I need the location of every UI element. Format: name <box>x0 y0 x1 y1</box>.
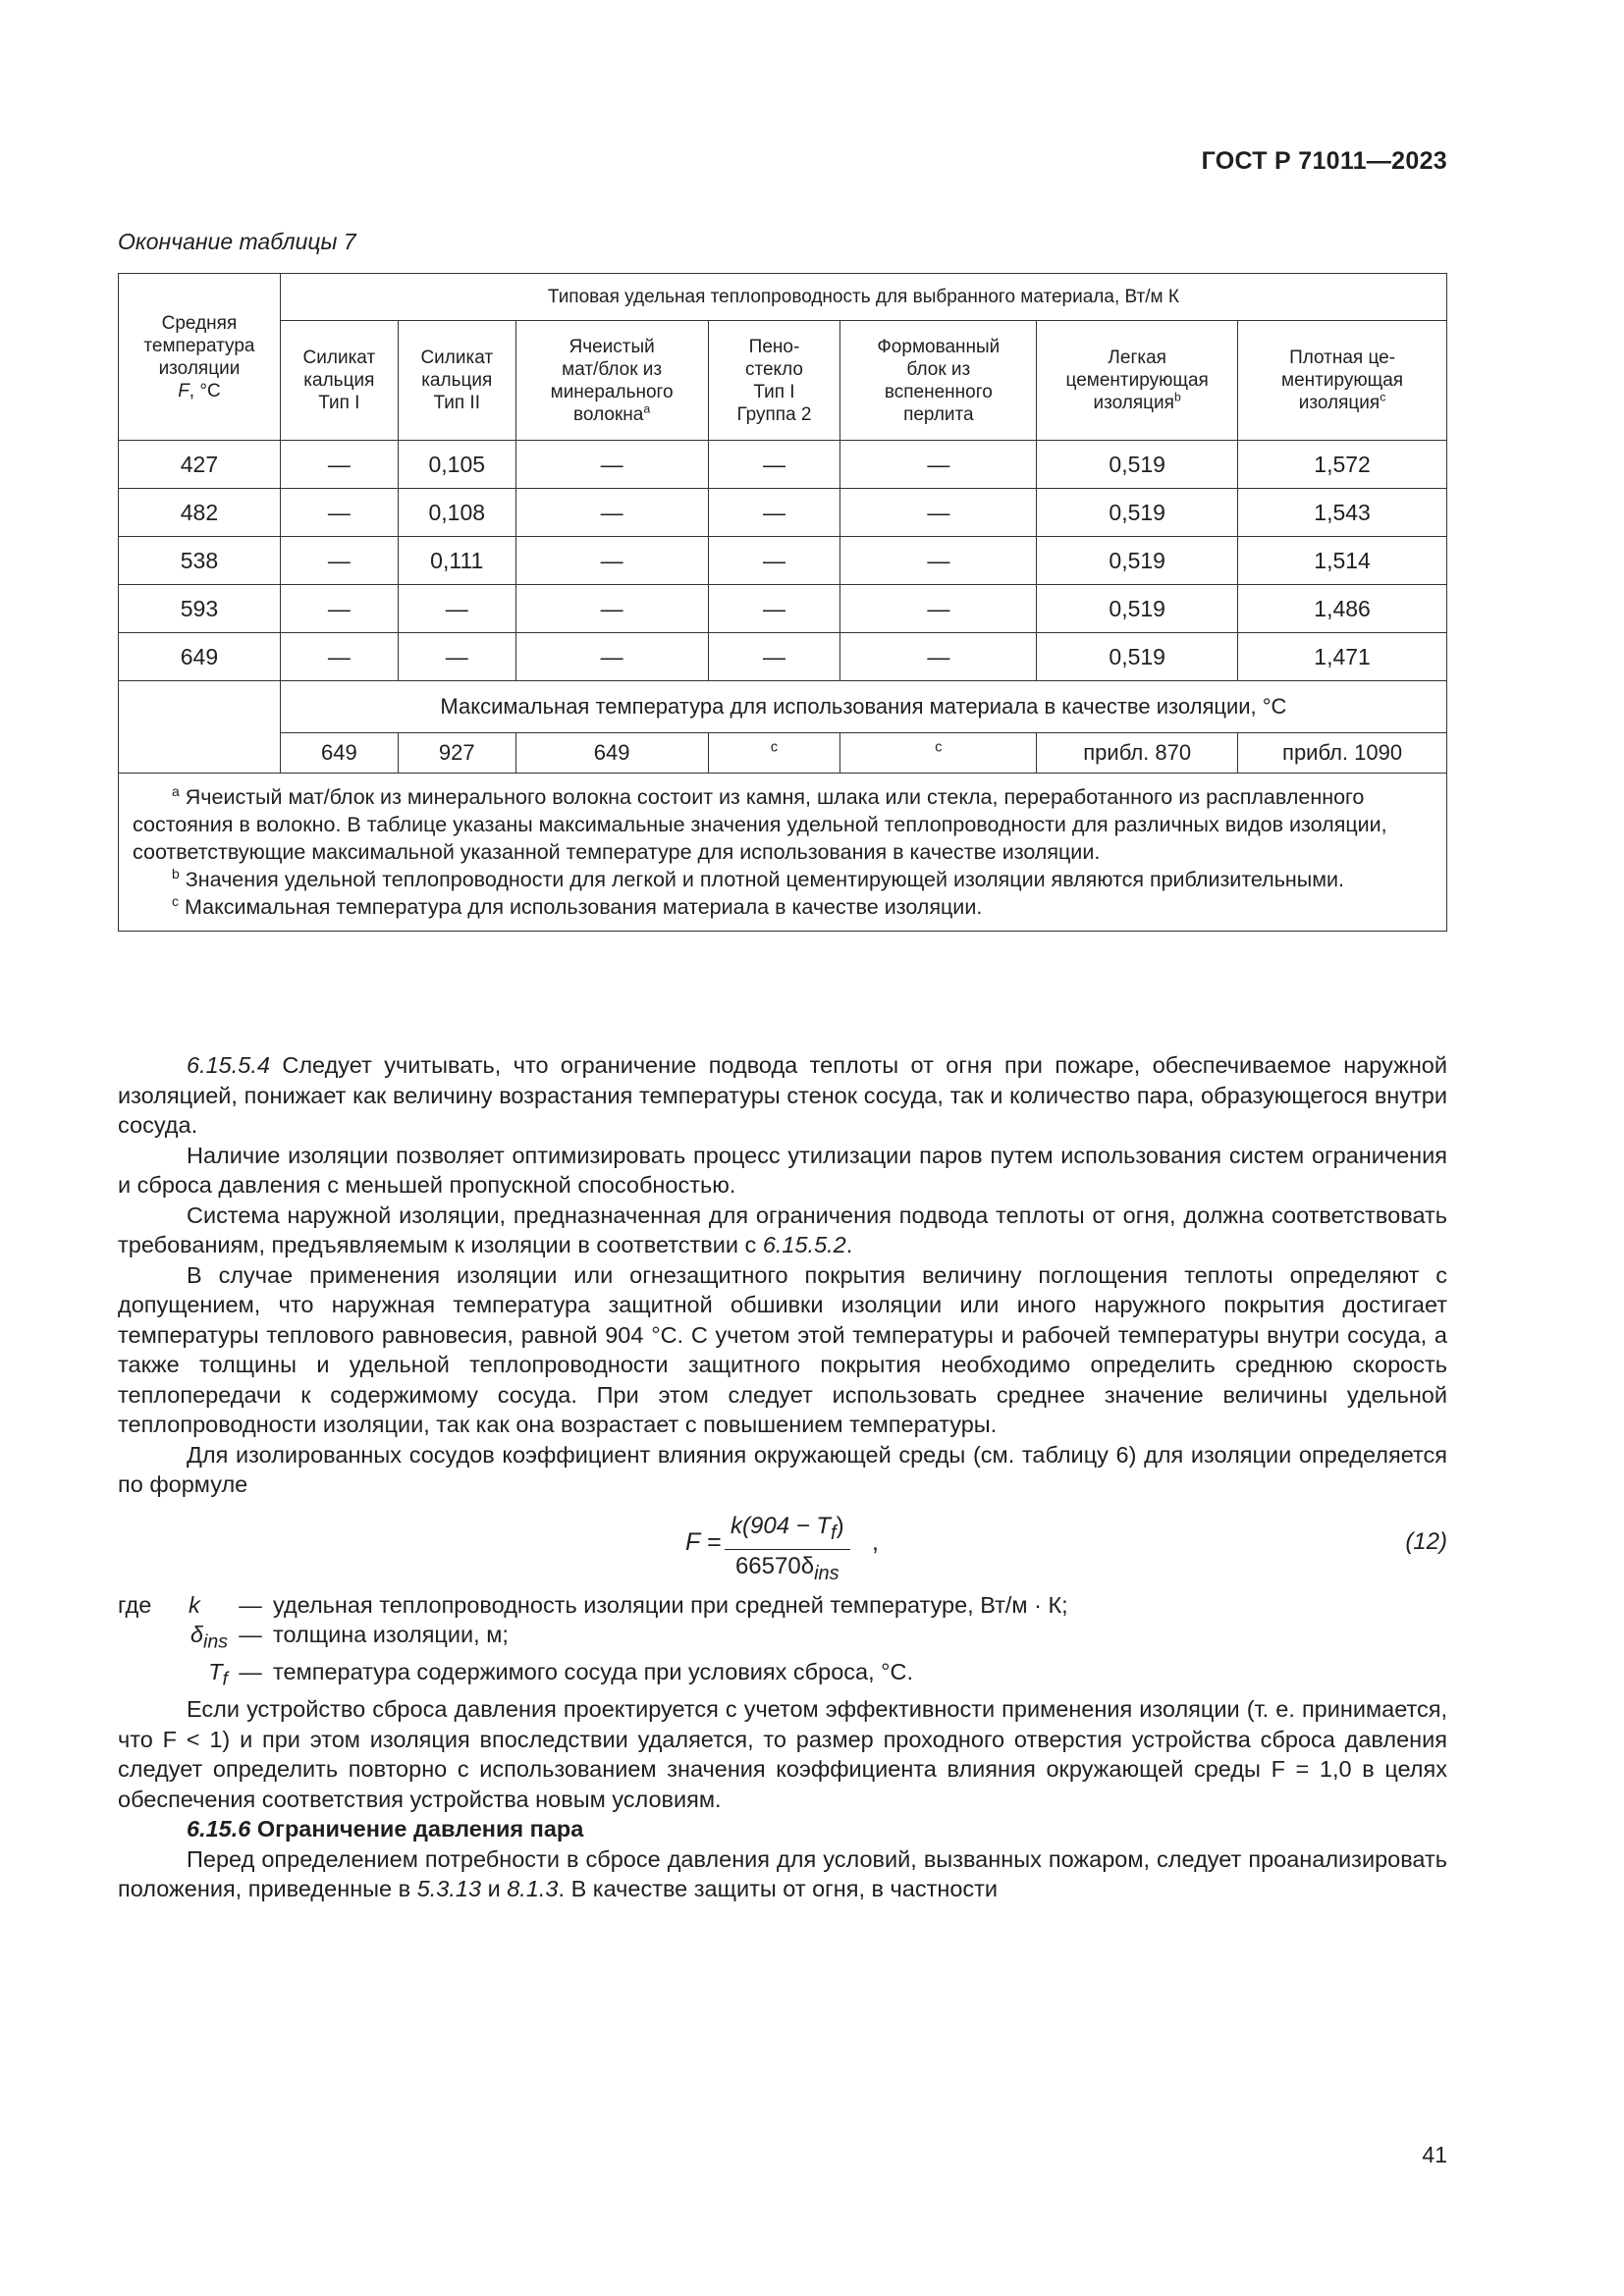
table-cell: — <box>280 537 398 585</box>
max-temp-cell: прибл. 1090 <box>1238 733 1447 774</box>
table-notes <box>119 774 1447 932</box>
paragraph-6-15-5-4: 6.15.5.4 Следует учитывать, что ограничение подвода теплоты от огня при пожаре, обеспечиваемое наружной изоляцией, понижает как величину возрастания температуры стенок сосуда, так и количество пара, образующегося внутри сосуда. <box>118 1052 1447 1138</box>
table-cell: 1,471 <box>1238 633 1447 681</box>
table-cell: 0,519 <box>1037 585 1238 633</box>
table-cell: 0,519 <box>1037 633 1238 681</box>
col-header-7: Плотная це- ментирующая изоляция$^c$ <box>1238 321 1447 441</box>
row-temperature-cell: 482 <box>119 489 281 537</box>
max-temp-cell: прибл. 870 <box>1037 733 1238 774</box>
table-cell: 0,105 <box>398 441 515 489</box>
page-number: 41 <box>1422 2142 1447 2167</box>
empty-cell <box>119 681 281 774</box>
table-cell: — <box>840 633 1037 681</box>
formula-lhs: F = <box>685 1527 722 1556</box>
document-header: ГОСТ Р 71011—2023 <box>1201 147 1447 175</box>
table-cell: 0,111 <box>398 537 515 585</box>
table-cell: — <box>840 489 1037 537</box>
table-cell: — <box>708 441 840 489</box>
max-temp-row <box>119 733 1447 774</box>
legend-k: где k — удельная теплопроводность изоляции при средней температуре, Вт/м · К; <box>118 1591 1068 1618</box>
table-cell: — <box>280 585 398 633</box>
row-temperature-cell: 649 <box>119 633 281 681</box>
table-row <box>119 633 1447 681</box>
table-cell: — <box>708 537 840 585</box>
table-cell: — <box>280 441 398 489</box>
row-temperature-cell: 538 <box>119 537 281 585</box>
col-header-6: Легкая цементирующая изоляция$^b$ <box>1037 321 1238 441</box>
legend-tf: $T_f$ — температура содержимого сосуда при условиях сброса, °С. <box>208 1659 914 1690</box>
table-cell: — <box>515 585 708 633</box>
paragraph-5: Для изолированных сосудов коэффициент влияния окружающей среды (см. таблицу 6) для изоляции определяется по формуле <box>118 1441 1447 1497</box>
group-header: Типовая удельная теплопроводность для выбранного материала, Вт/м К <box>280 274 1446 321</box>
table-cell: 0,519 <box>1037 441 1238 489</box>
formula-denominator: $66570\delta_{ins}$ <box>734 1553 839 1585</box>
row-temperature-cell: 593 <box>119 585 281 633</box>
table-7 <box>118 273 1447 932</box>
table-cell: — <box>840 441 1037 489</box>
note-a: $^a$ Ячеистый мат/блок из минерального волокна состоит из камня, шлака или стекла, переработанного из расплавленного состояния в волокно. В таблице указаны максимальные значения удельной теплопроводности для различных видов изоляции, соответствующие максимальной указанной температуре для использования в качестве изоляции. <box>133 782 1387 864</box>
table-cell: — <box>398 633 515 681</box>
col-header-2: Силикат кальция Тип II <box>398 321 515 441</box>
note-c: $^c$ Максимальная температура для использования материала в качестве изоляции. <box>172 892 983 919</box>
formula-legend <box>118 1590 1447 1695</box>
max-temp-label: Максимальная температура для использования материала в качестве изоляции, °C <box>280 681 1446 733</box>
table-cell: — <box>398 585 515 633</box>
formula-fraction <box>725 1510 850 1591</box>
col-header-1: Силикат кальция Тип I <box>280 321 398 441</box>
table-cell: 0,108 <box>398 489 515 537</box>
equation-number: (12) <box>1405 1527 1447 1555</box>
max-temp-cell: 649 <box>515 733 708 774</box>
paragraph-4: В случае применения изоляции или огнезащитного покрытия величину поглощения теплоты определяют с допущением, что наружная температура защитной обшивки изоляции или иного наружного покрытия достигает температуры теплового равновесия, равной 904 °С. С учетом этой температуры и рабочей температуры внутри сосуда, а также толщины и удельной теплопроводности защитного покрытия необходимо определить среднюю скорость теплопередачи к содержимому сосуда. При этом следует использовать среднее значение величины удельной теплопроводности изоляции, так как она возрастает с повышением температуры. <box>118 1261 1447 1437</box>
table-cell: 0,519 <box>1037 489 1238 537</box>
formula-12 <box>118 1500 1447 1590</box>
table-cell: — <box>515 441 708 489</box>
note-b: $^b$ Значения удельной теплопроводности для легкой и плотной цементирующей изоляции являются приблизительными. <box>172 865 1345 891</box>
table-row <box>119 441 1447 489</box>
col-header-3: Ячеистый мат/блок из минерального волокна$^a$ <box>515 321 708 441</box>
table-cell: — <box>708 585 840 633</box>
table-caption: Окончание таблицы 7 <box>118 229 356 254</box>
col-header-4: Пено- стекло Тип I Группа 2 <box>708 321 840 441</box>
table-cell: 1,543 <box>1238 489 1447 537</box>
paragraph-2: Наличие изоляции позволяет оптимизировать процесс утилизации паров путем использования систем ограничения и сброса давления с меньшей пропускной способностью. <box>118 1142 1447 1198</box>
max-temp-cell: 649 <box>280 733 398 774</box>
table-cell: 1,572 <box>1238 441 1447 489</box>
table-cell: 1,486 <box>1238 585 1447 633</box>
table-cell: — <box>515 537 708 585</box>
table-row <box>119 537 1447 585</box>
col-header-temperature: Средняя температура изоляции F, °C <box>119 274 281 441</box>
formula-numerator: $k(904 - T_f)$ <box>725 1510 850 1551</box>
table-row <box>119 489 1447 537</box>
col-header-5: Формованный блок из вспененного перлита <box>840 321 1037 441</box>
table-cell: — <box>280 633 398 681</box>
table-cell: — <box>840 585 1037 633</box>
table-cell: — <box>280 489 398 537</box>
paragraph-6: Если устройство сброса давления проектируется с учетом эффективности применения изоляции (т. е. принимается, что F < 1) и при этом изоляция впоследствии удаляется, то размер проходного отверстия устройства сброса давления следует определить повторно с использованием значения коэффициента влияния окружающей среды F = 1,0 в целях обеспечения соответствия устройства новым условиям. <box>118 1696 1447 1812</box>
table-body <box>119 441 1447 681</box>
paragraph-3: Система наружной изоляции, предназначенная для ограничения подвода теплоты от огня, должна соответствовать требованиям, предъявляемым к изоляции в соответствии с 6.15.5.2. <box>118 1201 1447 1257</box>
formula-comma: , <box>872 1527 879 1556</box>
table-cell: — <box>840 537 1037 585</box>
table-cell: 1,514 <box>1238 537 1447 585</box>
table-cell: — <box>708 633 840 681</box>
table-cell: — <box>515 489 708 537</box>
table-row <box>119 585 1447 633</box>
max-temp-cell: c <box>708 733 840 774</box>
max-temp-cell: c <box>840 733 1037 774</box>
body-text <box>118 1050 1447 1904</box>
max-temp-cell: 927 <box>398 733 515 774</box>
legend-delta-ins: $\delta_{ins}$ — толщина изоляции, м; <box>189 1622 509 1653</box>
table-cell: 0,519 <box>1037 537 1238 585</box>
table-cell: — <box>515 633 708 681</box>
table-cell: — <box>708 489 840 537</box>
paragraph-7: Перед определением потребности в сбросе давления для условий, вызванных пожаром, следует проанализировать положения, приведенные в 5.3.13 и 8.1.3. В качестве защиты от огня, в частности <box>118 1845 1447 1902</box>
section-heading-6-15-6: 6.15.6 Ограничение давления пара <box>187 1816 584 1842</box>
row-temperature-cell: 427 <box>119 441 281 489</box>
